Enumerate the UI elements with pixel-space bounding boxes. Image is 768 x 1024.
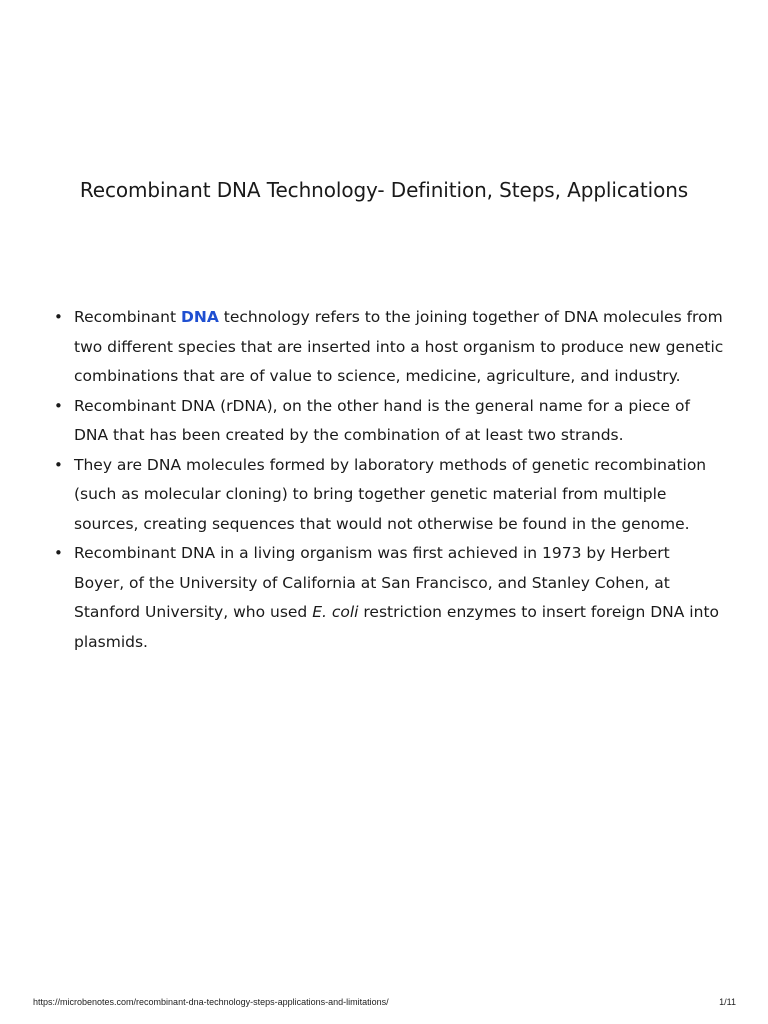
bullet-text: They are DNA molecules formed by laboratory methods of genetic recombination (such as molecular cloning) to bring together genetic material from multiple sources, creating sequences that would not otherwise be found in the genome.: [74, 455, 707, 533]
bullet-text: Recombinant DNA in a living organism was first achieved in 1973 by Herbert Boyer, of the University of California at San Francisco, and Stanley Cohen, at Stanford University, who used: [74, 544, 670, 621]
bullet-text: Recombinant DNA (rDNA), on the other hand is the general name for a piece of DNA that has been created by the combination of at least two strands.: [74, 396, 690, 444]
list-item: [52, 451, 724, 540]
list-item: [52, 539, 724, 657]
footer-url: https://microbenotes.com/recombinant-dna-technology-steps-applications-and-limitations/: [33, 997, 389, 1007]
list-item: [52, 303, 724, 392]
italic-term: E. coli: [312, 603, 359, 621]
bullet-text: restriction enzymes to insert foreign DNA into plasmids.: [74, 603, 720, 651]
list-item: [52, 392, 724, 451]
page-number: 1/11: [719, 997, 736, 1007]
bullet-list: [52, 303, 724, 657]
dna-link[interactable]: DNA: [181, 308, 219, 326]
bullet-text: Recombinant: [74, 308, 182, 326]
page-title: Recombinant DNA Technology- Definition, Steps, Applications: [79, 178, 689, 202]
bullet-text: technology refers to the joining together of DNA molecules from two different species that are inserted into a host organism to produce new genetic combinations that are of value to science, medicine, agriculture, and industry.: [74, 308, 724, 385]
